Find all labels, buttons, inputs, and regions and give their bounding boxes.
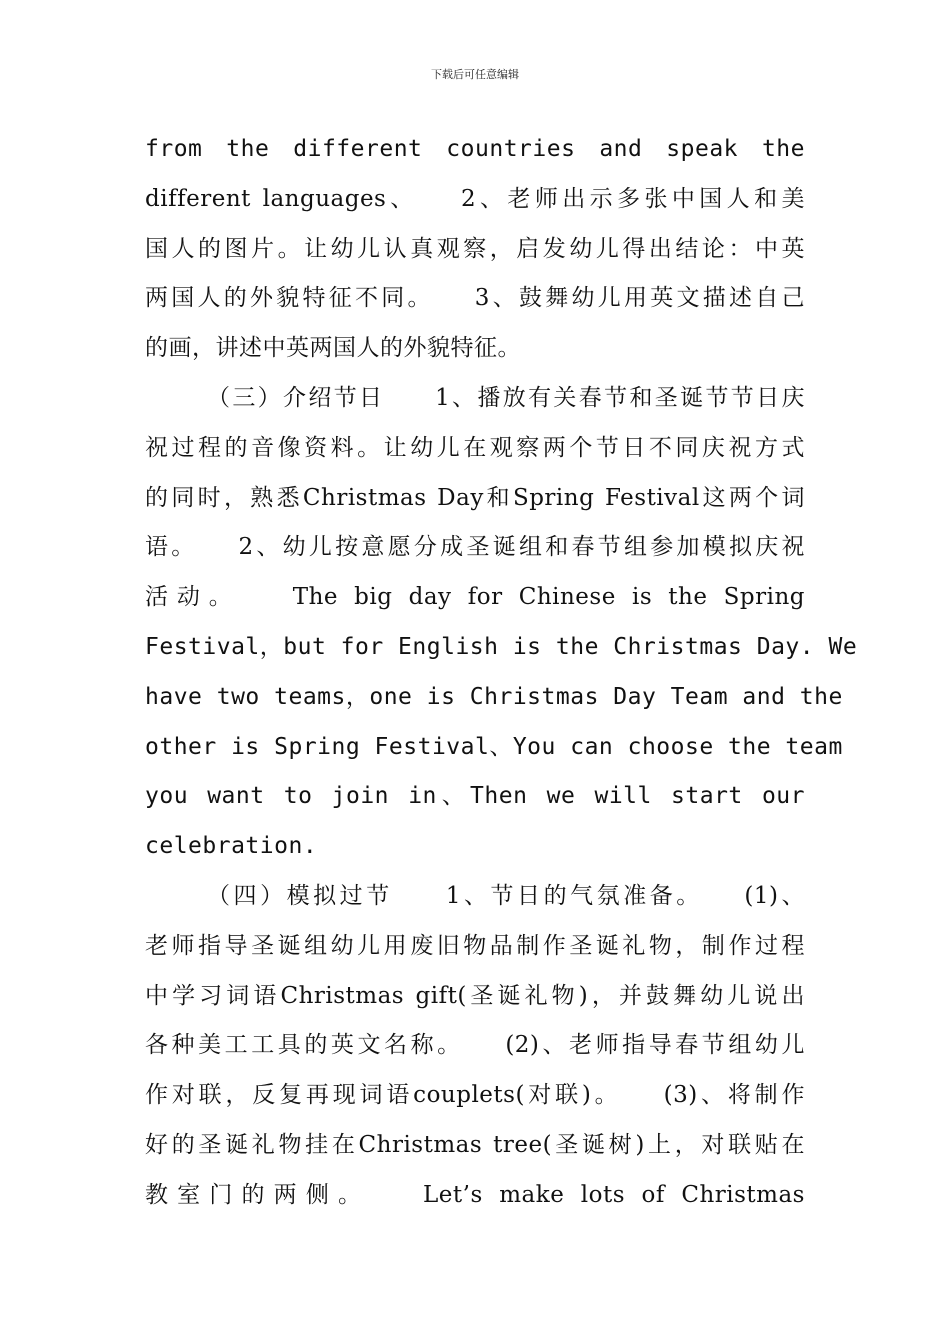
text-line: （三）介绍节日 1、播放有关春节和圣诞节节日庆 [207,384,805,411]
text-line: 的画，讲述中英两国人的外貌特征。 [145,335,521,362]
text-line: Festival，but for English is the Christmas Day. We [145,633,858,660]
text-line: celebration. [145,833,318,860]
text-line: 两国人的外貌特征不同。 3、鼓舞幼儿用英文描述自己 [145,285,805,312]
text-line: different languages、 2、老师出示多张中国人和美 [145,185,805,212]
text-line: 祝过程的音像资料。让幼儿在观察两个节日不同庆祝方式 [145,434,805,461]
text-line: 语。 2、幼儿按意愿分成圣诞组和春节组参加模拟庆祝 [145,534,805,561]
text-line: have two teams，one is Christmas Day Team and the [145,683,843,710]
page-header-note: 下载后可任意编辑 [431,68,519,81]
text-line: 好的圣诞礼物挂在Christmas tree(圣诞树)上，对联贴在 [145,1131,805,1158]
text-line: 作对联，反复再现词语couplets(对联)。 (3)、将制作 [145,1082,805,1109]
document-body [145,125,858,1221]
text-line: 国人的图片。让幼儿认真观察，启发幼儿得出结论：中英 [145,235,805,262]
text-line: from the different countries and speak the [145,136,805,162]
text-line: other is Spring Festival、You can choose the team [145,733,843,760]
text-line: you want to join in、Then we will start our [145,783,805,810]
text-line: 中学习词语Christmas gift(圣诞礼物)，并鼓舞幼儿说出 [145,982,805,1009]
text-line: 教室门的两侧。 Let’s make lots of Christmas [145,1181,805,1208]
text-line: 活动。 The big day for Chinese is the Spring [145,584,805,611]
text-line: 的同时，熟悉Christmas Day和Spring Festival这两个词 [145,484,805,511]
text-line: 老师指导圣诞组幼儿用废旧物品制作圣诞礼物，制作过程 [145,932,805,959]
text-line: 各种美工工具的英文名称。 (2)、老师指导春节组幼儿 [145,1032,805,1059]
text-line: （四）模拟过节 1、节日的气氛准备。 (1)、 [207,882,805,909]
